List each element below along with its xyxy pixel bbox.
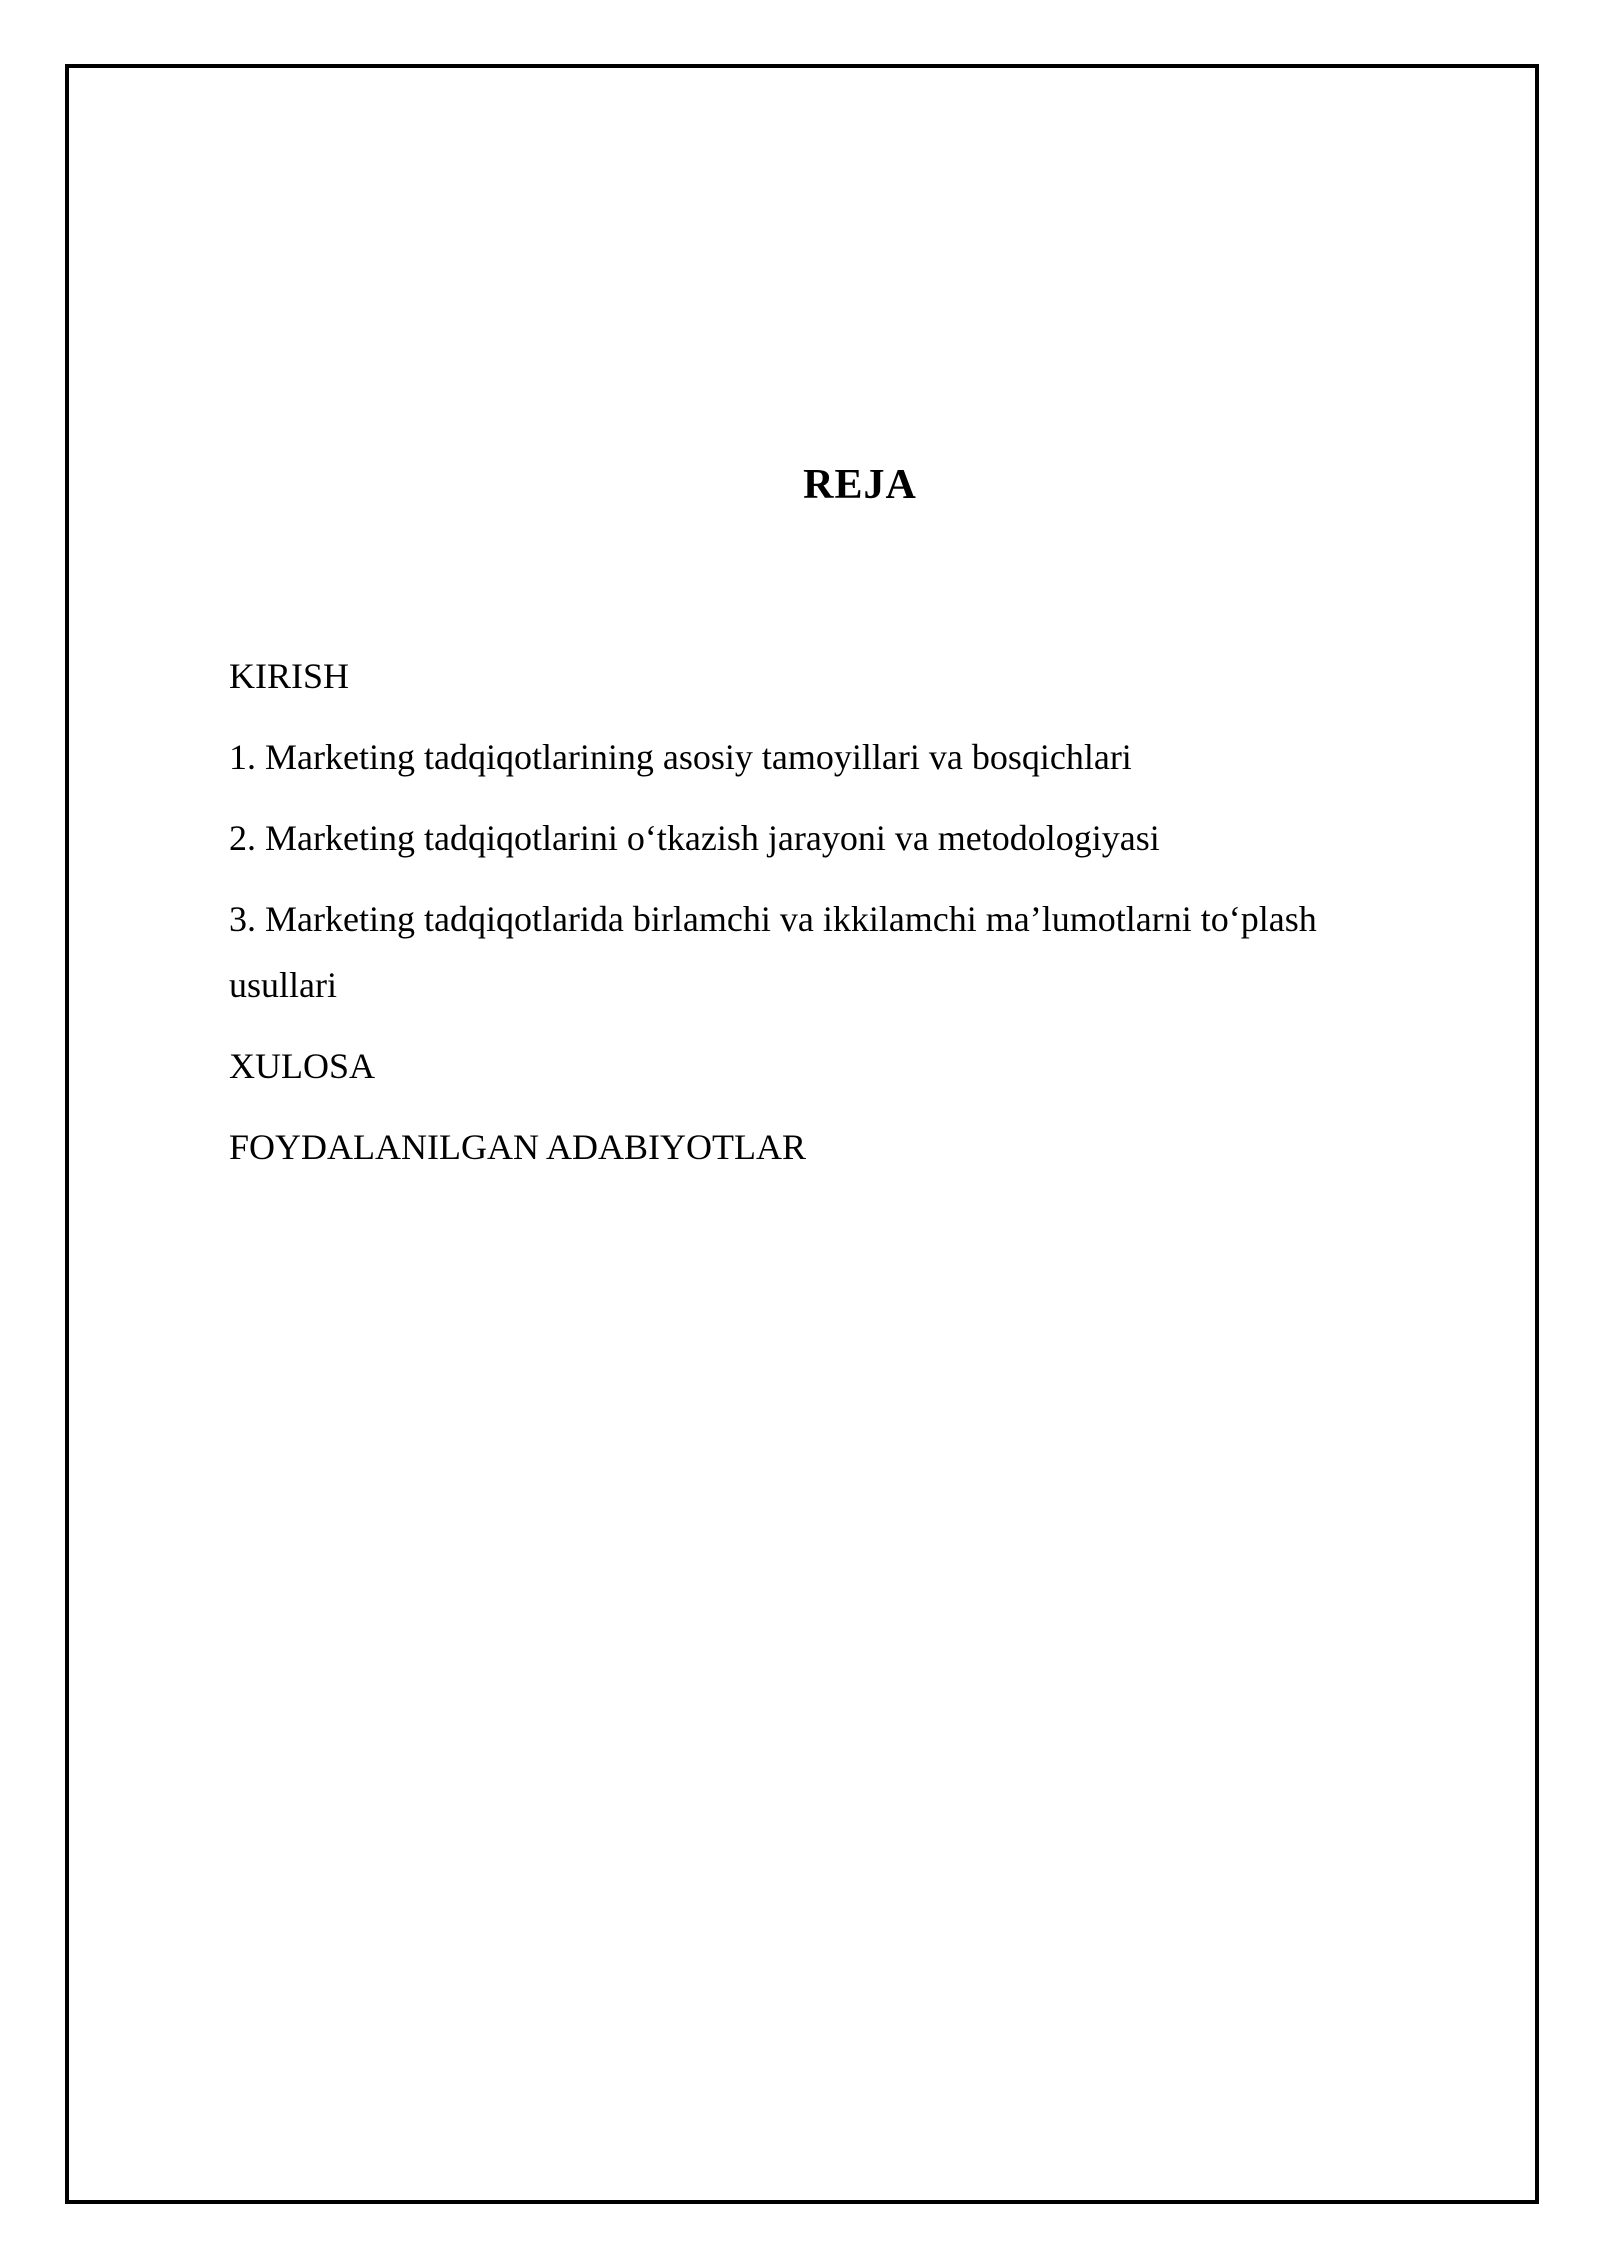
- document-title: REJA: [803, 462, 917, 508]
- plan-item-references: FOYDALANILGAN ADABIYOTLAR: [229, 1127, 806, 1167]
- plan-item-introduction: KIRISH: [229, 656, 350, 696]
- plan-item-conclusion: XULOSA: [229, 1046, 376, 1086]
- plan-list: [229, 643, 1409, 1195]
- plan-item-2: 2. Marketing tadqiqotlarini o‘tkazish jarayoni va metodologiyasi: [229, 818, 1160, 858]
- plan-item-1: 1. Marketing tadqiqotlarining asosiy tamoyillari va bosqichlari: [229, 737, 1132, 777]
- plan-item-3: 3. Marketing tadqiqotlarida birlamchi va ikkilamchi ma’lumotlarni to‘plash usullari: [229, 899, 1317, 1005]
